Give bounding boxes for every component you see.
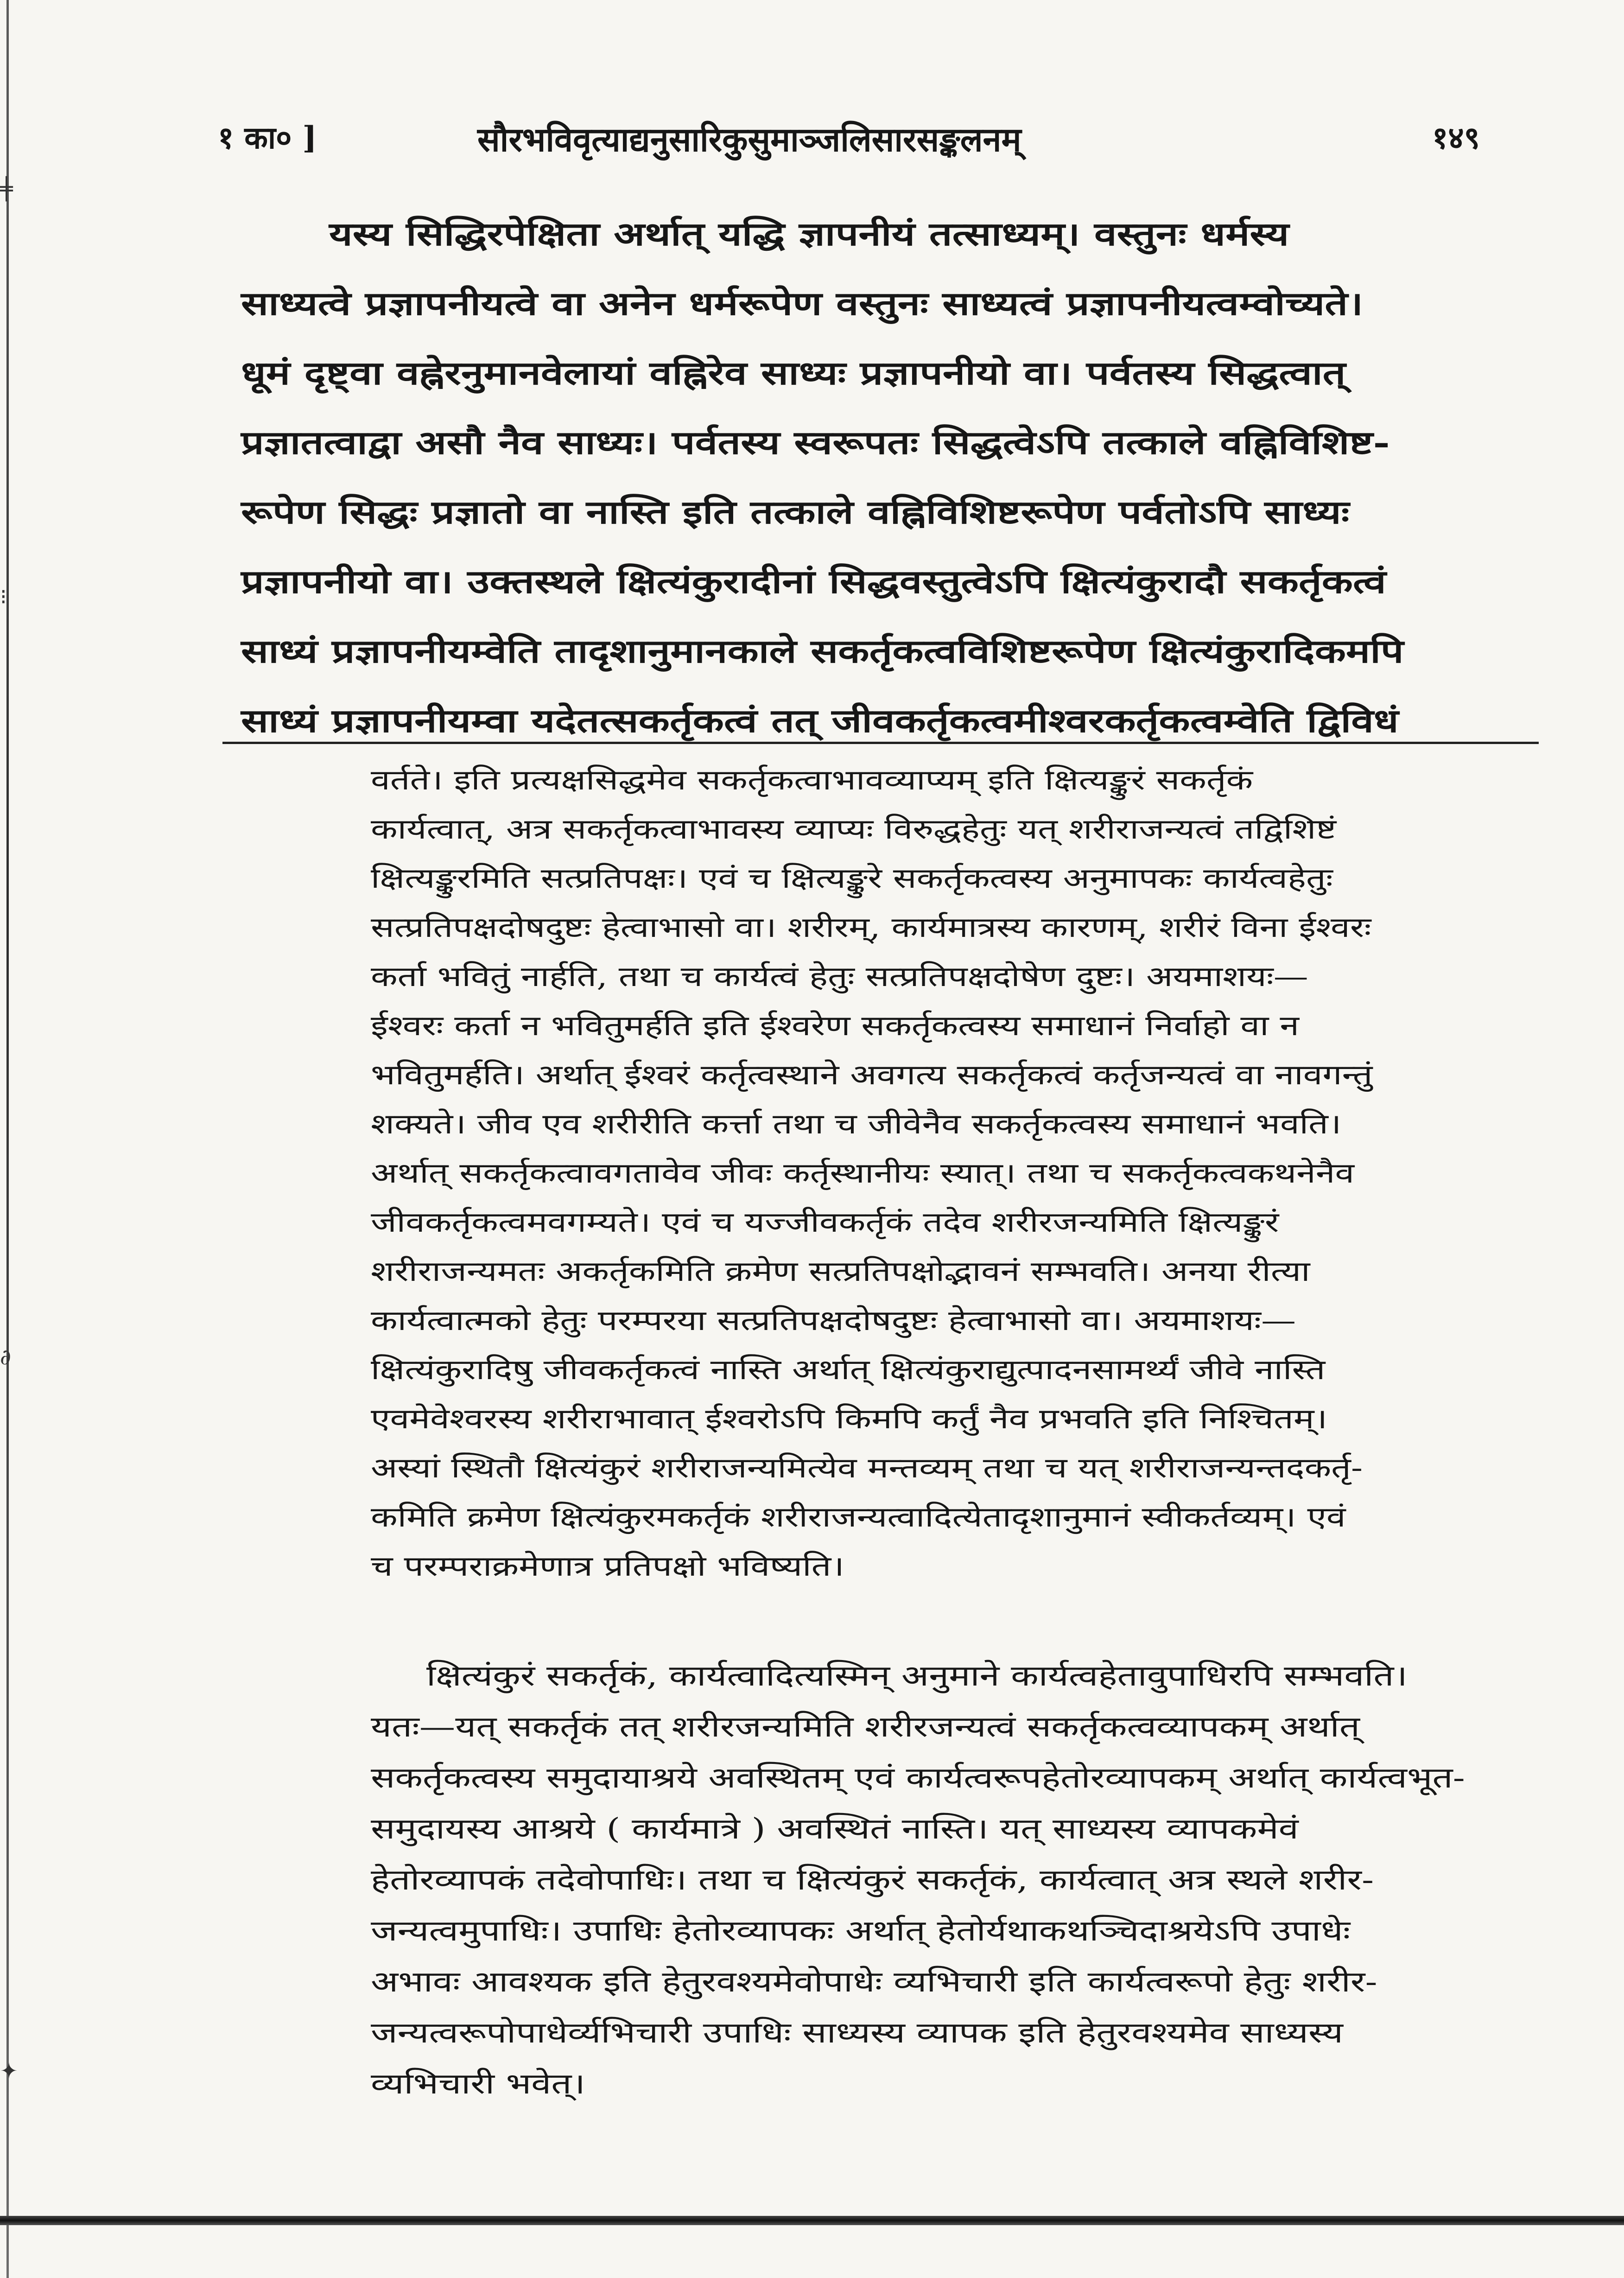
commentary-line: हेतोरव्यापकं तदेवोपाधिः। तथा च क्षित्यंकुरं सकर्तृकं, कार्यत्वात् अत्र स्थले शरीर- <box>371 1863 1374 1896</box>
commentary-line: समुदायस्य आश्रये ( कार्यमात्रे ) अवस्थितं नास्ति। यत् साध्यस्य व्यापकमेवं <box>371 1812 1299 1845</box>
commentary-line: सत्प्रतिपक्षदोषदुष्टः हेत्वाभासो वा। शरीरम्, कार्यमात्रस्य कारणम्, शरीरं विना ईश्वरः <box>371 911 1371 944</box>
commentary-line: कार्यत्वात्मको हेतुः परम्परया सत्प्रतिपक्षदोषदुष्टः हेत्वाभासो वा। अयमाशयः— <box>371 1304 1296 1337</box>
margin-mark-icon: ✦ <box>0 2058 18 2083</box>
commentary-line: कर्ता भवितुं नार्हति, तथा च कार्यत्वं हेतुः सत्प्रतिपक्षदोषेण दुष्टः। अयमाशयः— <box>371 961 1308 993</box>
commentary-line: क्षित्यंकुरं सकर्तृकं, कार्यत्वादित्यस्मिन् अनुमाने कार्यत्वहेतावुपाधिरपि सम्भवति। <box>426 1659 1408 1693</box>
header-title: सौरभविवृत्याद्यनुसारिकुसुमाञ्जलिसारसङ्कलनम् <box>477 120 1021 159</box>
page-bottom-edge <box>0 2216 1624 2225</box>
commentary-line: भवितुमर्हति। अर्थात् ईश्वरं कर्तृत्वस्थाने अवगत्य सकर्तृकत्वं कर्तृजन्यत्वं वा नावगन्तुं <box>371 1059 1373 1091</box>
commentary-line: जन्यत्वमुपाधिः। उपाधिः हेतोरव्यापकः अर्थात् हेतोर्यथाकथञ्चिदाश्रयेऽपि उपाधेः <box>371 1914 1351 1947</box>
commentary-line: जीवकर्तृकत्वमवगम्यते। एवं च यज्जीवकर्तृकं तदेव शरीरजन्यमिति क्षित्यङ्कुरं <box>371 1206 1279 1239</box>
text-line: यस्य सिद्धिरपेक्षिता अर्थात् यद्धि ज्ञापनीयं तत्साध्यम्। वस्तुनः धर्मस्य <box>329 215 1289 253</box>
commentary-line: शक्यते। जीव एव शरीरीति कर्त्ता तथा च जीवेनैव सकर्तृकत्वस्य समाधानं भवति। <box>371 1108 1342 1140</box>
text-line: साध्यं प्रज्ञापनीयम्वेति तादृशानुमानकाले सकर्तृकत्वविशिष्टरूपेण क्षित्यंकुरादिकमपि <box>241 632 1404 670</box>
commentary <box>371 756 1529 1591</box>
margin-mark-icon: ⁝ <box>0 584 7 609</box>
commentary-line: वर्तते। इति प्रत्यक्षसिद्धमेव सकर्तृकत्वाभावव्याप्यम् इति क्षित्यङ्कुरं सकर्तृकं <box>371 764 1253 796</box>
commentary-line: कमिति क्रमेण क्षित्यंकुरमकर्तृकं शरीराजन्यत्वादित्येतादृशानुमानं स्वीकर्तव्यम्। एवं <box>371 1501 1346 1534</box>
margin-mark-icon: ╪ <box>0 176 13 201</box>
commentary-line: जन्यत्वरूपोपाधेर्व्यभिचारी उपाधिः साध्यस्य व्यापक इति हेतुरवश्यमेव साध्यस्य <box>371 2016 1343 2049</box>
header-chapter: १ का० ] <box>218 120 317 156</box>
page-left-edge <box>6 0 9 2278</box>
margin-mark-icon: ∂ <box>0 1344 11 1369</box>
commentary-line: च परम्पराक्रमेणात्र प्रतिपक्षो भविष्यति। <box>371 1550 844 1583</box>
commentary-line: अभावः आवश्यक इति हेतुरवश्यमेवोपाधेः व्यभिचारी इति कार्यत्वरूपो हेतुः शरीर- <box>371 1965 1377 1998</box>
page-header <box>218 116 1553 172</box>
commentary-line: अस्यां स्थितौ क्षित्यंकुरं शरीराजन्यमित्येव मन्तव्यम् तथा च यत् शरीराजन्यन्तदकर्तृ- <box>371 1452 1363 1484</box>
commentary-line: एवमेवेश्वरस्य शरीराभावात् ईश्वरोऽपि किमपि कर्तुं नैव प्रभवति इति निश्चितम्। <box>371 1403 1328 1435</box>
commentary-line: व्यभिचारी भवेत्। <box>371 2067 585 2100</box>
commentary-line: ईश्वरः कर्ता न भवितुमर्हति इति ईश्वरेण सकर्तृकत्वस्य समाधानं निर्वाहो वा न <box>371 1010 1300 1042</box>
section-divider <box>222 742 1539 744</box>
page-number: १४९ <box>1432 120 1480 156</box>
commentary-line: सकर्तृकत्वस्य समुदायाश्रये अवस्थितम् एवं कार्यत्वरूपहेतोरव्यापकम् अर्थात् कार्यत्वभूत- <box>371 1761 1465 1794</box>
text-line: प्रज्ञापनीयो वा। उक्तस्थले क्षित्यंकुरादीनां सिद्धवस्तुत्वेऽपि क्षित्यंकुरादौ सकर्तृकत्वं <box>241 562 1386 601</box>
commentary-line: अर्थात् सकर्तृकत्वावगतावेव जीवः कर्तृस्थानीयः स्यात्। तथा च सकर्तृकत्वकथनेनैव <box>371 1157 1355 1190</box>
main-text <box>241 199 1529 756</box>
text-line: साध्यं प्रज्ञापनीयम्वा यदेतत्सकर्तृकत्वं तत् जीवकर्तृकत्वमीश्वरकर्तृकत्वम्वेति द्विविधं <box>241 701 1399 740</box>
commentary-paragraph <box>371 1650 1529 2109</box>
commentary-line: कार्यत्वात्, अत्र सकर्तृकत्वाभावस्य व्याप्यः विरुद्धहेतुः यत् शरीराजन्यत्वं तद्विशिष्टं <box>371 813 1337 846</box>
commentary-line: क्षित्यंकुरादिषु जीवकर्तृकत्वं नास्ति अर्थात् क्षित्यंकुराद्युत्पादनसामर्थ्यं जीवे नास्ति <box>371 1354 1326 1386</box>
text-line: प्रज्ञातत्वाद्वा असौ नैव साध्यः। पर्वतस्य स्वरूपतः सिद्धत्वेऽपि तत्काले वह्निविशिष्ट- <box>241 423 1390 462</box>
commentary-line: क्षित्यङ्कुरमिति सत्प्रतिपक्षः। एवं च क्षित्यङ्कुरे सकर्तृकत्वस्य अनुमापकः कार्यत्वहेतुः <box>371 862 1333 895</box>
text-line: रूपेण सिद्धः प्रज्ञातो वा नास्ति इति तत्काले वह्निविशिष्टरूपेण पर्वतोऽपि साध्यः <box>241 493 1350 531</box>
text-line: साध्यत्वे प्रज्ञापनीयत्वे वा अनेन धर्मरूपेण वस्तुनः साध्यत्वं प्रज्ञापनीयत्वम्वोच्यते। <box>241 284 1364 323</box>
commentary-line: यतः—यत् सकर्तृकं तत् शरीरजन्यमिति शरीरजन्यत्वं सकर्तृकत्वव्यापकम् अर्थात् <box>371 1710 1360 1743</box>
text-line: धूमं दृष्ट्वा वह्नेरनुमानवेलायां वह्निरेव साध्यः प्रज्ञापनीयो वा। पर्वतस्य सिद्धत्वात् <box>241 354 1346 392</box>
commentary-line: शरीराजन्यमतः अकर्तृकमिति क्रमेण सत्प्रतिपक्षोद्भावनं सम्भवति। अनया रीत्या <box>371 1255 1310 1288</box>
